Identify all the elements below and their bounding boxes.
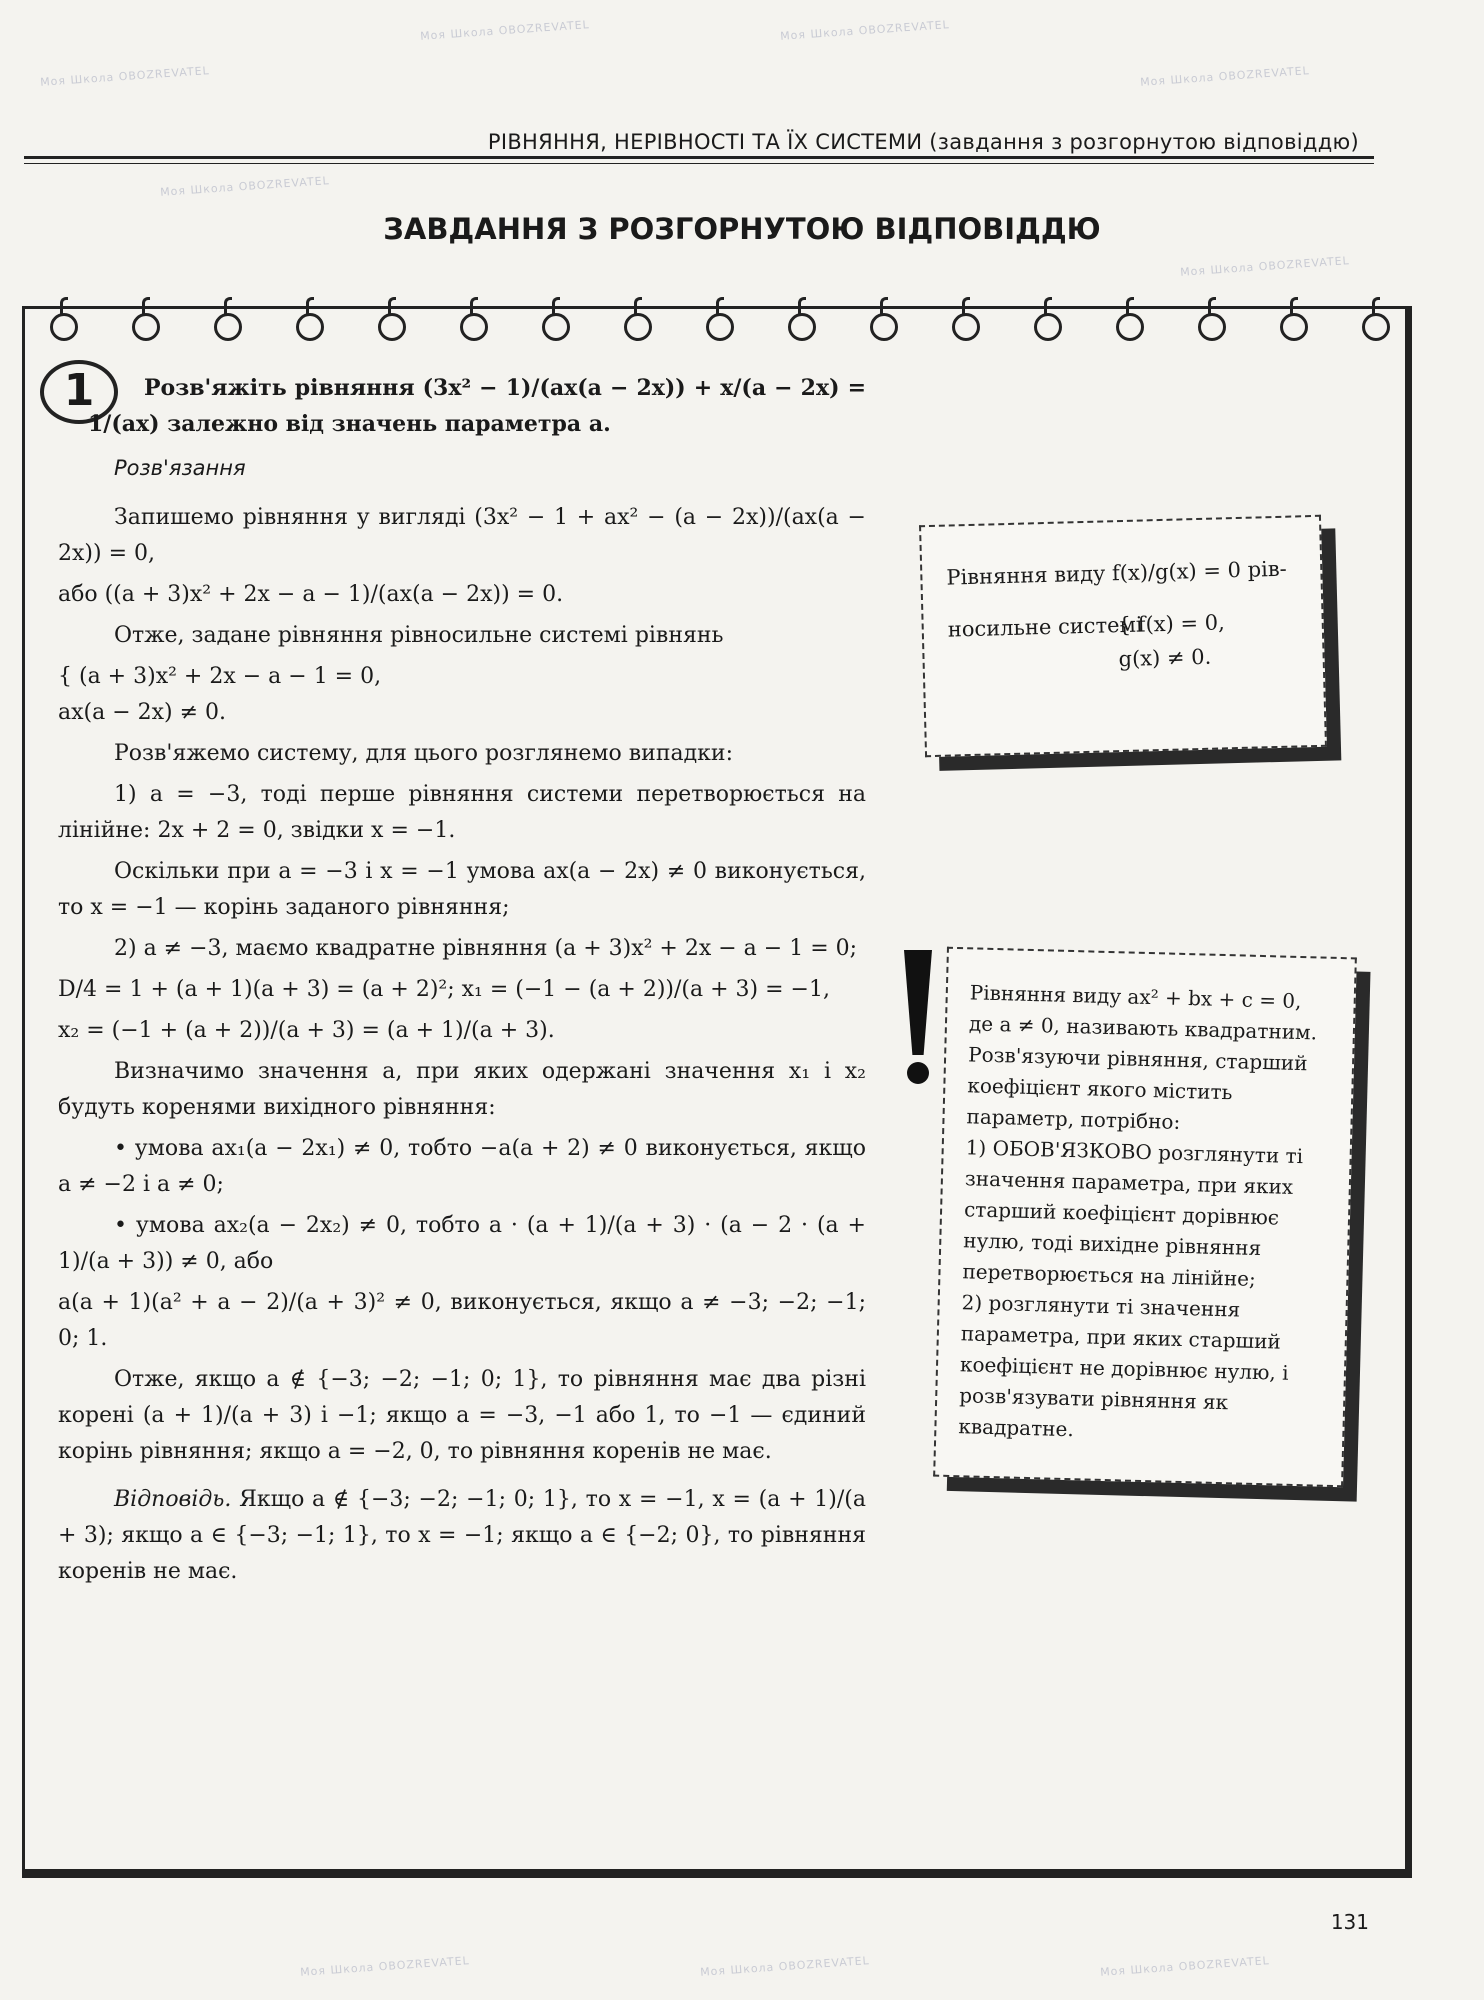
answer-text: Якщо a ∉ {−3; −2; −1; 0; 1}, то x = −1, x = (a + 1)/(a + 3); якщо a ∈ {−3; −1; 1}, то x = −1; якщо a ∈ {−2; 0}, то рівняння коренів не має. — [58, 1487, 867, 1584]
exclamation-icon — [902, 950, 936, 1090]
ring — [296, 297, 322, 337]
solution-label: Розв'язання — [114, 456, 246, 480]
solution-line: Отже, задане рівняння рівносильне системі рівнянь — [114, 623, 724, 648]
ring — [460, 297, 486, 337]
task-statement: Розв'яжіть рівняння (3x² − 1)/(ax(a − 2x)) + x/(a − 2x) = 1/(ax) залежно від значень параметра a. — [88, 375, 866, 437]
system-line: { (a + 3)x² + 2x − a − 1 = 0, — [58, 664, 382, 689]
ring — [952, 297, 978, 337]
callout-text: Розв'язуючи рівняння, старший коефіцієнт якого містить параметр, потрібно: — [966, 1042, 1308, 1134]
ring — [706, 297, 732, 337]
callout-text: { f(x) = 0, — [1117, 610, 1226, 638]
solution-line: D/4 = 1 + (a + 1)(a + 3) = (a + 2)²; x₁ = (−1 − (a + 2))/(a + 3) = −1, — [58, 977, 830, 1002]
ring — [1116, 297, 1142, 337]
task-number: 1 — [40, 360, 118, 424]
solution-line: Визначимо значення a, при яких одержані значення x₁ і x₂ будуть коренями вихідного рівняння: — [58, 1059, 866, 1120]
solution-line: Розв'яжемо систему, для цього розглянемо випадки: — [114, 741, 733, 766]
header-rule — [24, 156, 1374, 159]
solution-line: 1) a = −3, тоді перше рівняння системи перетворюється на лінійне: 2x + 2 = 0, звідки x = −1. — [58, 782, 866, 843]
ring — [214, 297, 240, 337]
solution-line: • умова ax₂(a − 2x₂) ≠ 0, тобто a · (a + 1)/(a + 3) · (a − 2 · (a + 1)/(a + 3)) ≠ 0, або — [58, 1213, 866, 1274]
callout-text: носильне системі — [947, 612, 1143, 642]
system-line: ax(a − 2x) ≠ 0. — [58, 700, 227, 725]
task-body — [58, 370, 866, 1595]
solution-line: Запишемо рівняння у вигляді (3x² − 1 + ax² − (a − 2x))/(ax(a − 2x)) = 0, — [58, 505, 866, 566]
ring — [1280, 297, 1306, 337]
solution-line: або ((a + 3)x² + 2x − a − 1)/(ax(a − 2x)) = 0. — [58, 582, 564, 607]
callout-text: Рівняння виду f(x)/g(x) = 0 рів- — [946, 556, 1288, 590]
ring — [542, 297, 568, 337]
ring — [870, 297, 896, 337]
callout-quadratic-rule — [933, 947, 1357, 1488]
solution-line: • умова ax₁(a − 2x₁) ≠ 0, тобто −a(a + 2) ≠ 0 виконується, якщо a ≠ −2 і a ≠ 0; — [58, 1136, 866, 1197]
ring — [1362, 297, 1388, 337]
ring — [788, 297, 814, 337]
section-title: ЗАВДАННЯ З РОЗГОРНУТОЮ ВІДПОВІДДЮ — [383, 212, 1101, 246]
solution-line: Оскільки при a = −3 і x = −1 умова ax(a − 2x) ≠ 0 виконується, то x = −1 — корінь заданого рівняння; — [58, 859, 866, 920]
running-head: РІВНЯННЯ, НЕРІВНОСТІ ТА ЇХ СИСТЕМИ (завдання з розгорнутою відповіддю) — [487, 130, 1359, 154]
answer-label: Відповідь. — [114, 1487, 232, 1512]
ring — [132, 297, 158, 337]
answer — [58, 1482, 866, 1590]
solution-line: Отже, якщо a ∉ {−3; −2; −1; 0; 1}, то рівняння має два різні корені (a + 1)/(a + 3) і −1; якщо a = −3, −1 або 1, то −1 — єдиний корінь рівняння; якщо a = −2, 0, то рівняння коренів не має. — [58, 1367, 866, 1464]
ring — [50, 297, 76, 337]
page-number: 131 — [1330, 1910, 1369, 1934]
callout-text: 1) ОБОВ'ЯЗКОВО розглянути ті значення параметра, при яких старший коефіцієнт дорівнює нулю, тоді вихідне рівняння перетворюється на лінійне; — [962, 1135, 1304, 1291]
callout-text: 2) розглянути ті значення параметра, при яких старший коефіцієнт не дорівнює нулю, і розв'язувати рівняння як квадратне. — [958, 1290, 1289, 1442]
callout-fraction-rule — [919, 515, 1327, 757]
ring — [1034, 297, 1060, 337]
ring — [624, 297, 650, 337]
solution-line: a(a + 1)(a² + a − 2)/(a + 3)² ≠ 0, виконується, якщо a ≠ −3; −2; −1; 0; 1. — [58, 1290, 866, 1351]
callout-text: Рівняння виду ax² + bx + c = 0, де a ≠ 0, називають квадратним. — [968, 980, 1318, 1045]
solution-line: x₂ = (−1 + (a + 2))/(a + 3) = (a + 1)/(a + 3). — [58, 1018, 555, 1043]
spiral-binding — [32, 297, 1392, 357]
ring — [1198, 297, 1224, 337]
solution-line: 2) a ≠ −3, маємо квадратне рівняння (a + 3)x² + 2x − a − 1 = 0; — [114, 936, 858, 961]
callout-text: g(x) ≠ 0. — [1118, 644, 1212, 672]
ring — [378, 297, 404, 337]
